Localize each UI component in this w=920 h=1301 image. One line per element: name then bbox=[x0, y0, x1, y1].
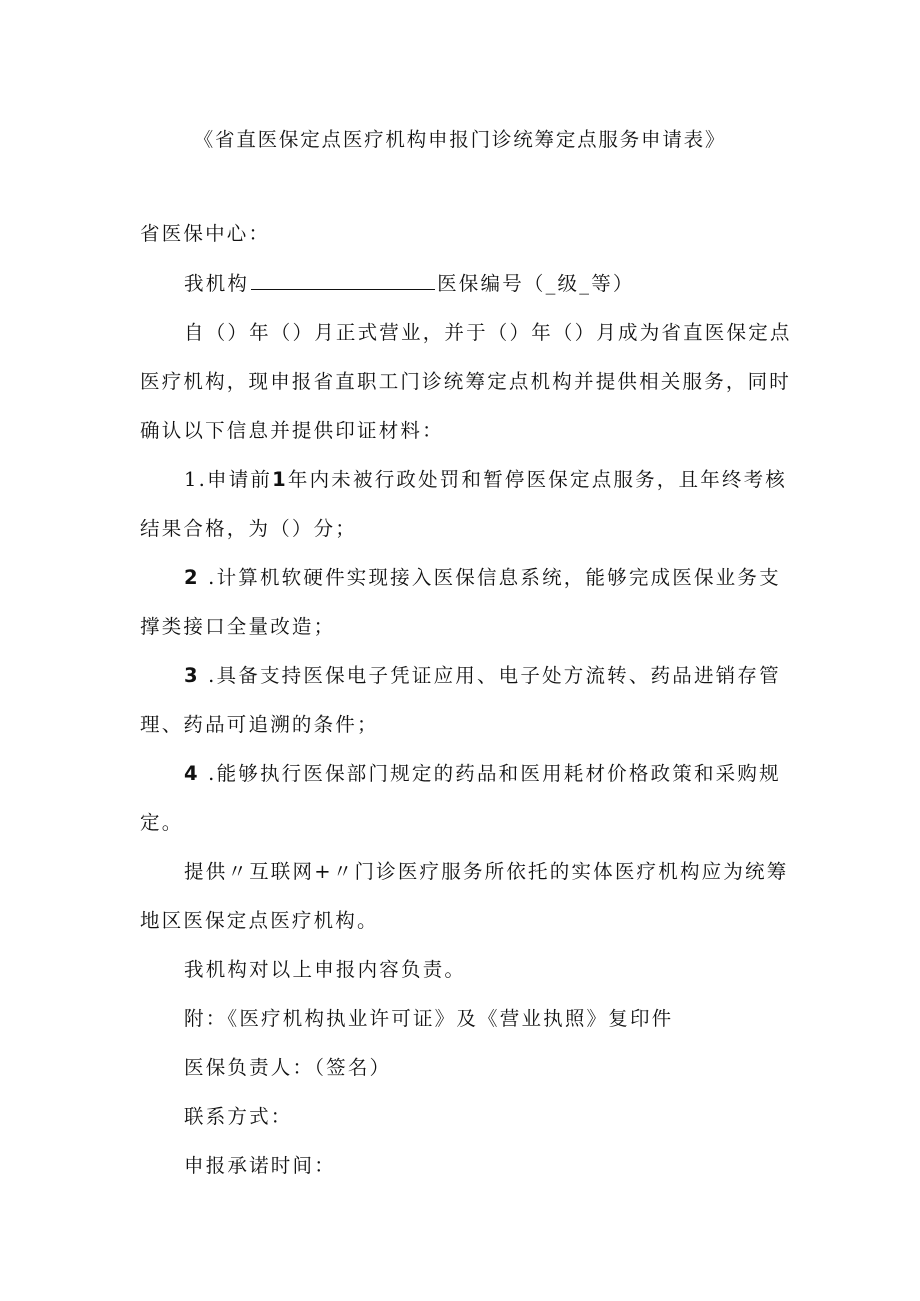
contact-field: 联系方式： bbox=[184, 1105, 293, 1128]
institution-name-blank bbox=[251, 271, 435, 290]
item-1-line1 bbox=[184, 464, 787, 492]
item-3-text: .具备支持医保电子凭证应用、电子处方流转、药品进销存管 bbox=[199, 664, 781, 687]
item-3-number: 3 bbox=[184, 664, 200, 687]
item-1-line2: 结果合格，为（）分； bbox=[140, 517, 358, 540]
para1-line3: 确认以下信息并提供印证材料： bbox=[140, 419, 444, 442]
item-2-line1 bbox=[184, 562, 781, 590]
item-3-line1 bbox=[184, 660, 781, 688]
item-4-number: 4 bbox=[184, 762, 200, 785]
item-2-number: 2 bbox=[184, 566, 200, 589]
item-1-text-a: 申请前 bbox=[207, 468, 273, 491]
page-title: 《省直医保定点医疗机构申报门诊统筹定点服务申请表》 bbox=[193, 128, 727, 151]
signer-field: 医保负责人：（签名） bbox=[184, 1056, 392, 1079]
date-field: 申报承诺时间： bbox=[184, 1154, 336, 1177]
attachment-note: 附：《医疗机构执业许可证》及《营业执照》复印件 bbox=[184, 1007, 674, 1030]
internet-para-line1: 提供〃互联网+〃门诊医疗服务所依托的实体医疗机构应为统筹 bbox=[184, 860, 789, 883]
item-4-text: .能够执行医保部门规定的药品和医用耗材价格政策和采购规 bbox=[199, 762, 781, 785]
intro-line bbox=[184, 268, 635, 296]
item-1-text-b: 年内未被行政处罚和暂停医保定点服务，且年终考核 bbox=[287, 468, 788, 491]
item-2-line2: 撑类接口全量改造； bbox=[140, 615, 336, 638]
salutation: 省医保中心： bbox=[140, 222, 271, 245]
item-4-line1 bbox=[184, 758, 781, 786]
para1-line2: 医疗机构，现申报省直职工门诊统筹定点机构并提供相关服务，同时 bbox=[140, 370, 792, 393]
intro-suffix: 医保编号（_级_等） bbox=[437, 272, 635, 295]
item-1-years: 1 bbox=[272, 468, 288, 491]
intro-prefix: 我机构 bbox=[184, 272, 250, 295]
para1-line1: 自（）年（）月正式营业，并于（）年（）月成为省直医保定点 bbox=[184, 321, 792, 344]
responsibility-statement: 我机构对以上申报内容负责。 bbox=[184, 958, 467, 981]
item-1-number: 1. bbox=[184, 468, 208, 491]
item-3-line2: 理、药品可追溯的条件； bbox=[140, 713, 379, 736]
item-2-text: .计算机软硬件实现接入医保信息系统，能够完成医保业务支 bbox=[199, 566, 781, 589]
internet-para-line2: 地区医保定点医疗机构。 bbox=[140, 909, 379, 932]
item-4-line2: 定。 bbox=[140, 811, 184, 834]
